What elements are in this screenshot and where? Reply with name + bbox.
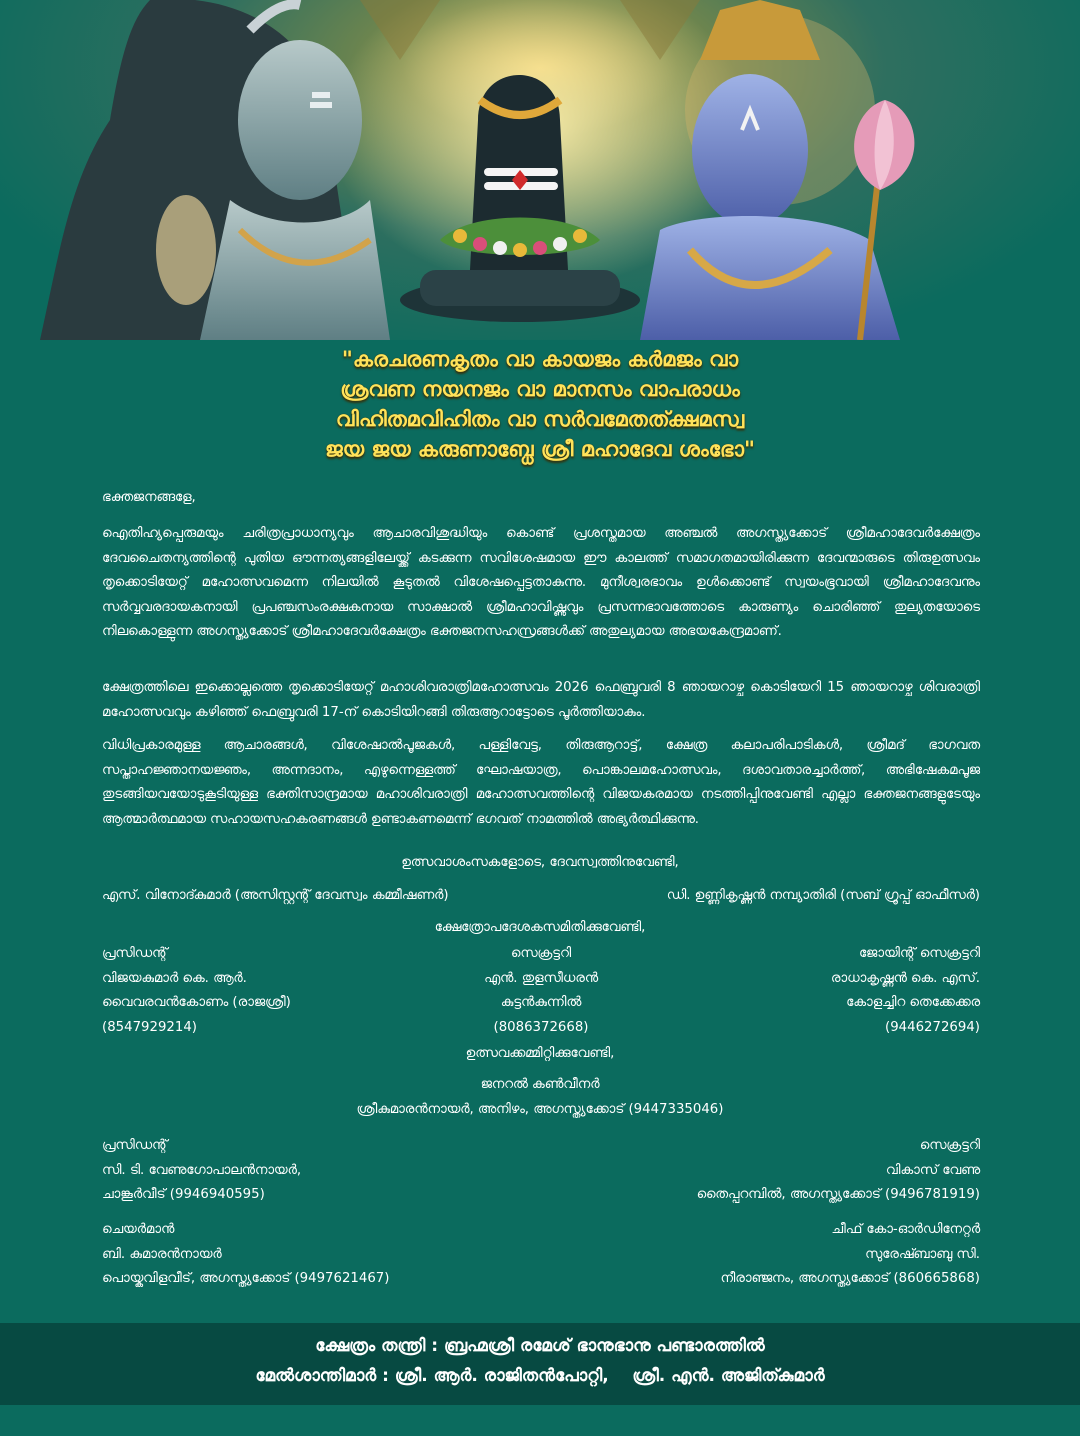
address: പൊയ്കവിളവീട്, അഗസ്ത്യക്കോട് (9497621467) <box>102 1271 390 1286</box>
convener-title: ജനറൽ കൺവീനർ <box>480 1077 600 1092</box>
role-title: പ്രസിഡന്റ് <box>102 946 168 961</box>
paragraph-dates: ക്ഷേത്രത്തിലെ ഇക്കൊല്ലത്തെ തൃക്കൊടിയേറ്റ് മഹാശിവരാത്രിമഹോത്സവം 2026 ഫെബ്രുവരി 8 ഞായറാഴ്ച കൊടിയേറി 15 ഞായറാഴ്ച ശിവരാത്രി മഹോത്സവവും കഴിഞ്ഞ് ഫെബ്രുവരി 17-ന് കൊടിയിറങ്ങി തിരുആറാട്ടോടെ പൂർത്തിയാകും. <box>102 680 980 720</box>
hero-illustration <box>0 0 1080 340</box>
address: വൈവരവൻകോണം (രാജശ്രീ) <box>102 995 291 1010</box>
samithi-joint-secretary <box>831 942 980 1040</box>
paragraph-appeal: വിധിപ്രകാരമുള്ള ആചാരങ്ങൾ, വിശേഷാൽപൂജകൾ, പള്ളിവേട്ട, തിരുആറാട്ട്, ക്ഷേത്ര കലാപരിപാടികൾ, ശ്രീമദ് ഭാഗവത സപ്താഹജ്ഞാനയജ്ഞം, അന്നദാനം, എഴുന്നെള്ളത്ത് ഘോഷയാത്ര, പൊങ്കാലമഹോത്സവം, ദശാവതാരച്ചാർത്ത്, അഭിഷേകമപൂജ തുടങ്ങിയവയോടുകൂടിയുള്ള ഭക്തിസാന്ദ്രമായ മഹാശിവരാത്രി മഹോത്സവത്തിന്റെ വിജയകരമായ നടത്തിപ്പിനുവേണ്ടി എല്ലാ ഭക്തജനങ്ങളുടേയും ആത്മാർത്ഥമായ സഹായസഹകരണങ്ങൾ ഉണ്ടാകണമെന്ന് ഭഗവത് നാമത്തിൽ അഭ്യർത്ഥിക്കുന്നു. <box>102 738 980 827</box>
shloka-line: വിഹിതമവിഹിതം വാ സർവമേതത്ക്ഷമസ്വ <box>335 407 745 431</box>
address: കോളച്ചിറ തെക്കേക്കര <box>846 995 980 1010</box>
role-title: സെക്രട്ടറി <box>919 1138 980 1153</box>
person-name: രാധാകൃഷ്ണൻ കെ. എസ്. <box>830 970 980 986</box>
paragraph-intro: ഐതിഹ്യപ്പെരുമയും ചരിത്രപ്രാധാന്യവും ആചാരവിശുദ്ധിയും കൊണ്ട് പ്രശസ്തമായ അഞ്ചൽ അഗസ്ത്യക്കോട് ശ്രീമഹാദേവർക്ഷേത്രം ദേവചൈതന്യത്തിന്റെ പുതിയ ഔന്നത്യങ്ങളിലേയ്ക്ക് കടക്കുന്ന സവിശേഷമായ ഈ കാലത്ത് സമാഗതമായിരിക്കുന്ന ദേവന്മാരുടെ തിരുഉത്സവം തൃക്കൊടിയേറ്റ് മഹോത്സവമെന്ന നിലയിൽ കൂടുതൽ വിശേഷപ്പെട്ടതാകുന്നു. മുനീശ്വരഭാവം ഉൾക്കൊണ്ട് സ്വയംഭൂവായി ശ്രീമഹാദേവനും സർവ്വവരദായകനായി പ്രപഞ്ചസംരക്ഷകനായ സാക്ഷാൽ ശ്രീമഹാവിഷ്ണുവും പ്രസന്നഭാവത്തോടെ കാരുണ്യം ചൊരിഞ്ഞ് തുല്യതയോടെ നിലകൊള്ളുന്ന അഗസ്ത്യക്കോട് ശ്രീമഹാദേവർക്ഷേത്രം ഭക്തജനസഹസ്രങ്ങൾക്ക് അതുല്യമായ അഭയകേന്ദ്രമാണ്. <box>102 526 981 640</box>
role-title: പ്രസിഡന്റ് <box>102 1138 168 1153</box>
deities-artwork <box>0 0 1080 340</box>
shloka-line: ശ്രവണ നയനജം വാ മാനസം വാപരാധം <box>340 377 740 401</box>
assistant-commissioner: എസ്. വിനോദ്കുമാർ (അസിസ്റ്റന്റ് ദേവസ്വം കമ്മീഷണർ) <box>102 888 449 903</box>
shloka-block <box>0 344 1080 464</box>
shloka-line: ജയ ജയ കരുണാബ്ധേ ശ്രീ മഹാദേവ ശംഭോ" <box>325 437 755 461</box>
convener-name: ശ്രീകുമാരൻനായർ, അനിഴം, അഗസ്ത്യക്കോട് (9447335046) <box>356 1102 724 1117</box>
tantri-line: ക്ഷേത്രം തന്ത്രി : ബ്രഹ്മശ്രീ രമേശ് ഭാനുഭാനു പണ്ടാരത്തിൽ <box>315 1336 765 1356</box>
person-name: വികാസ് വേണു <box>885 1162 980 1178</box>
role-title: ജോയിന്റ് സെക്രട്ടറി <box>858 946 980 961</box>
committee-president <box>102 1134 301 1208</box>
melshanthi-line: മേൽശാന്തിമാർ : ശ്രീ. ആർ. രാജിതൻപോറ്റി, ശ്രീ. എൻ. അജിത്കുമാർ <box>255 1366 825 1386</box>
address: നീരാഞ്ജനം, അഗസ്ത്യക്കോട് (860665868) <box>720 1271 980 1286</box>
person-name: സി. ടി. വേണുഗോപാലൻനായർ, <box>102 1162 302 1178</box>
samithi-heading: ക്ഷേത്രോപദേശകസമിതിക്കുവേണ്ടി, <box>434 920 646 935</box>
shloka-line: "കരചരണകൃതം വാ കായജം കർമജം വാ <box>341 347 739 371</box>
committee-chairman <box>102 1218 389 1292</box>
address: കുട്ടൻകുന്നിൽ <box>500 995 582 1010</box>
officers-row-2 <box>102 1218 980 1298</box>
address: ചാങ്കൂർവീട് (9946940595) <box>102 1187 265 1202</box>
phone: (8547929214) <box>102 1019 197 1035</box>
committee-secretary <box>697 1134 980 1208</box>
person-name: വിജയകുമാർ കെ. ആർ. <box>102 970 247 986</box>
footer-band <box>0 1323 1080 1405</box>
officers-row-1 <box>102 1134 980 1214</box>
person-name: സുരേഷ്ബാബു സി. <box>865 1246 980 1262</box>
person-name: എൻ. തുളസീധരൻ <box>484 970 598 986</box>
role-title: ചീഫ് കോ-ഓർഡിനേറ്റർ <box>831 1222 980 1237</box>
role-title: സെക്രട്ടറി <box>510 946 572 961</box>
chief-coordinator <box>721 1218 980 1292</box>
committee-heading: ഉത്സവക്കമ്മിറ്റിക്കുവേണ്ടി, <box>465 1046 615 1061</box>
role-title: ചെയർമാൻ <box>102 1222 175 1237</box>
samithi-officials <box>102 942 980 1042</box>
salutation: ഭക്തജനങ്ങളേ, <box>102 490 196 505</box>
phone: (9446272694) <box>885 1019 980 1035</box>
greeting-line: ഉത്സവാശംസകളോടെ, ദേവസ്വത്തിനുവേണ്ടി, <box>401 855 679 870</box>
sub-group-officer: ഡി. ഉണ്ണികൃഷ്ണൻ നമ്പ്യാതിരി (സബ് ഗ്രൂപ്പ് ഓഫീസർ) <box>666 888 980 903</box>
phone: (8086372668) <box>493 1019 589 1035</box>
person-name: ബി. കുമാരൻനായർ <box>102 1246 222 1262</box>
address: തൈപ്പറമ്പിൽ, അഗസ്ത്യക്കോട് (9496781919) <box>696 1187 980 1202</box>
